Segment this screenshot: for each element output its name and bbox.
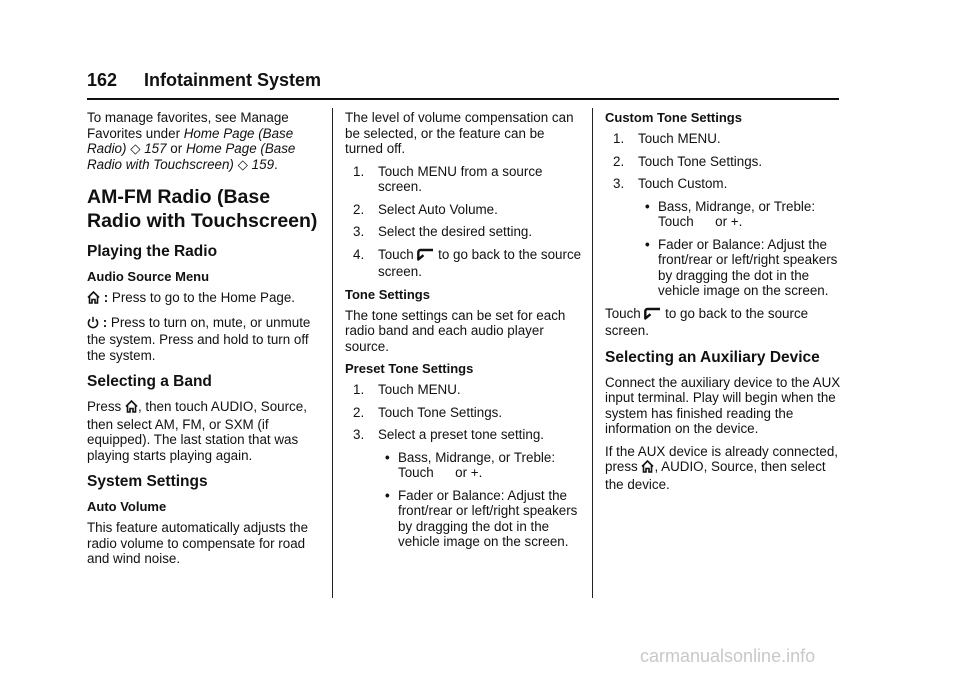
heading-auto-volume: Auto Volume [87,499,167,514]
list-item: 3. Select a preset tone setting. [353,427,544,442]
custom-tone-bullets [605,199,841,299]
list-item: 1. Touch MENU from a source screen. [353,163,543,194]
column-3 [605,110,841,499]
list-item: 2. Select Auto Volume. [353,201,498,217]
list-item: • Bass, Midrange, or Treble: Touch or +. [385,449,556,480]
preset-tone-bullets [345,450,583,550]
heading-auxiliary-device: Selecting an Auxiliary Device [605,348,820,366]
xref-home-page-base[interactable]: Home Page (Base Radio) [87,125,294,156]
column-2 [345,110,583,557]
heading-audio-source-menu: Audio Source Menu [87,269,210,284]
power-icon [87,316,99,333]
ref-page-159[interactable]: 159 [251,156,275,172]
heading-am-fm-radio: AM-FM Radio (Base Radio with Touchscreen) [87,186,318,232]
list-item: 3. Touch Custom. [613,176,728,191]
header-rule [87,98,839,100]
auto-volume-desc: This feature automatically adjusts the radio volume to compensate for road and wind noise. [87,520,309,566]
watermark: carmanualsonline.info [640,646,816,666]
list-item: 2. Touch Tone Settings. [613,153,763,169]
column-divider [592,108,593,598]
home-icon [125,400,138,417]
column-divider [332,108,333,598]
home-icon [641,460,654,477]
list-item: • Bass, Midrange, or Treble: Touch or +. [645,198,816,229]
back-icon [644,307,661,324]
column-1 [87,110,323,574]
preset-tone-steps [345,382,583,443]
home-button-desc: : Press to go to the Home Page. [87,290,323,308]
power-button-desc: : Press to turn on, mute, or unmute the system. Press and hold to turn off the system. [87,314,311,363]
heading-selecting-band: Selecting a Band [87,373,212,390]
list-item: 4. Touch to go back to the source screen. [353,246,582,279]
list-item: • Fader or Balance: Adjust the front/rear or left/right speakers by dragging the dot in the vehicle image on the screen. [385,487,578,549]
heading-custom-tone: Custom Tone Settings [605,110,742,125]
heading-system-settings: System Settings [87,473,208,490]
section-title: Infotainment System [144,70,322,90]
heading-preset-tone: Preset Tone Settings [345,361,474,376]
list-item: 1. Touch MENU. [613,131,721,146]
heading-playing-radio: Playing the Radio [87,243,218,260]
heading-tone-settings: Tone Settings [345,286,430,302]
list-item: 3. Select the desired setting. [353,224,533,239]
aux-connected-desc: If the AUX device is already connected, press , AUDIO, Source, then select the device. [605,443,838,492]
aux-desc: Connect the auxiliary device to the AUX input terminal. Play will begin when the system has finished reading the information on the device. [605,374,841,436]
back-icon [417,248,434,265]
ref-arrow: ◇ [130,141,141,156]
list-item: 1. Touch MENU. [353,382,461,397]
ref-page-157[interactable]: 157 [144,141,167,156]
list-item: • Fader or Balance: Adjust the front/rear or left/right speakers by dragging the dot in the vehicle image on the screen. [645,236,838,298]
volume-compensation-desc: The level of volume compensation can be selected, or the feature can be turned off. [345,110,574,156]
custom-tone-steps [605,131,841,192]
page-header [87,70,839,100]
xref-home-page-touchscreen[interactable]: Home Page (Base Radio with Touchscreen) [87,141,296,172]
touch-back-desc: Touch to go back to the source screen. [605,305,809,338]
home-icon [87,291,100,308]
page-number: 162 [87,70,118,90]
band-desc: Press , then touch AUDIO, Source, then select AM, FM, or SXM (if equipped). The last station that was playing starts playing again. [87,399,307,463]
auto-volume-steps [345,164,583,280]
tone-settings-desc: The tone settings can be set for each radio band and each audio player source. [345,307,566,354]
ref-arrow: ◇ [237,156,248,172]
favorites-intro: To manage favorites, see Manage Favorites under Home Page (Base Radio) ◇ 157 or Home Page (Base Radio with Touchscreen) ◇ 159. [87,110,296,172]
list-item: 2. Touch Tone Settings. [353,404,503,420]
